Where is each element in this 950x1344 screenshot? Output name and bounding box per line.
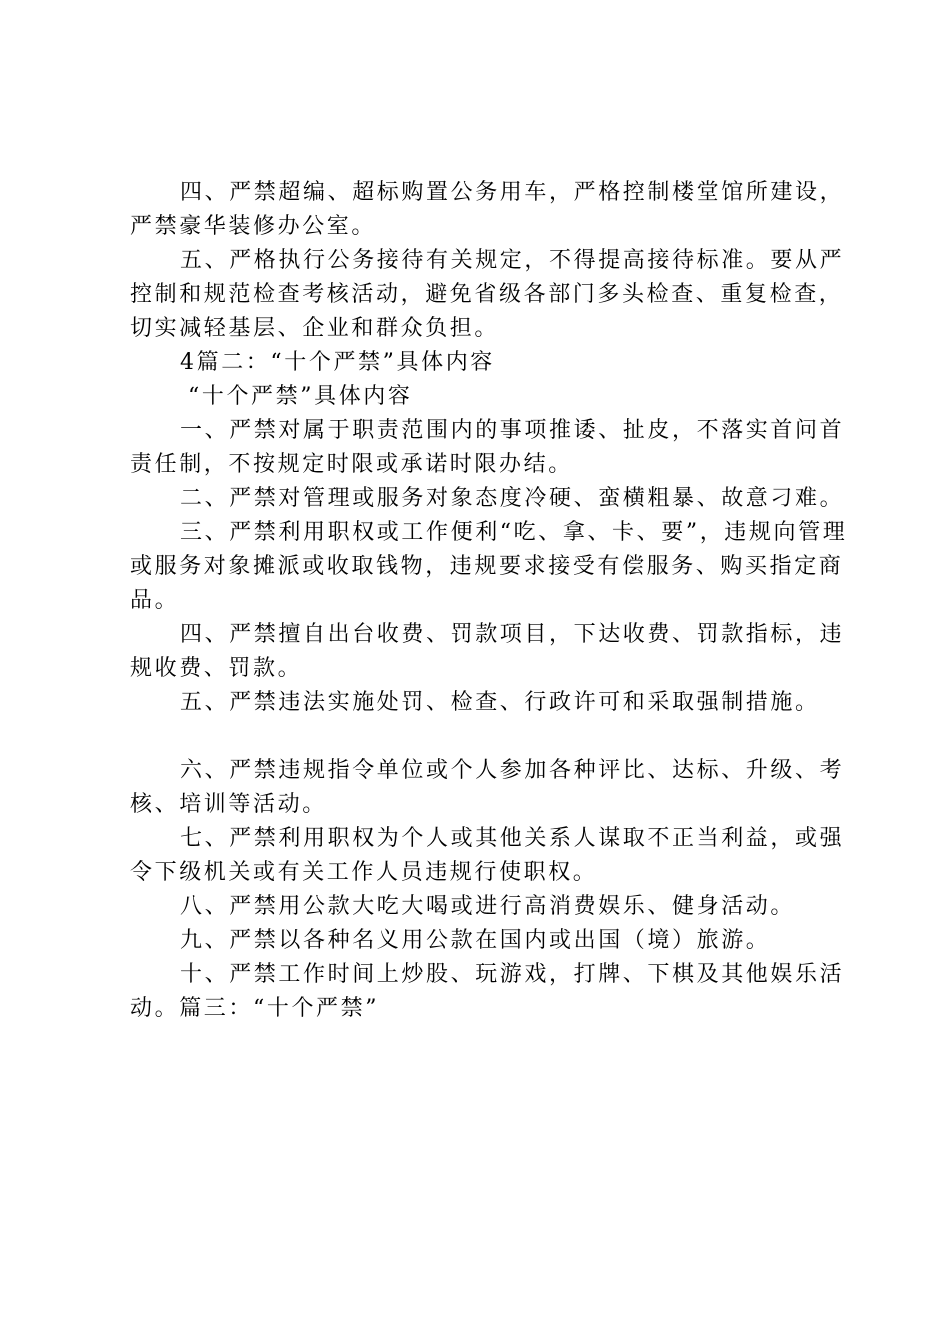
paragraph-1: 四、严禁超编、超标购置公务用车，严格控制楼堂馆所建设，严禁豪华装修办公室。 — [130, 180, 845, 239]
paragraph-4: 二、严禁对管理或服务对象态度冷硬、蛮横粗暴、故意刁难。 — [180, 486, 845, 511]
paragraph-5: 三、严禁利用职权或工作便利“吃、拿、卡、要”，违规向管理或服务对象摊派或收取钱物，违规要求接受有偿服务、购买指定商品。 — [130, 520, 848, 613]
paragraph-3: 一、严禁对属于职责范围内的事项推诿、扯皮，不落实首问首责任制，不按规定时限或承诺时限办结。 — [130, 418, 845, 477]
paragraph-12: 十、严禁工作时间上炒股、玩游戏，打牌、下棋及其他娱乐活动。篇三：“十个严禁” — [130, 962, 845, 1021]
paragraph-10: 八、严禁用公款大吃大喝或进行高消费娱乐、健身活动。 — [180, 894, 796, 919]
section-heading: 4篇二：“十个严禁”具体内容 — [180, 350, 495, 375]
paragraph-6: 四、严禁擅自出台收费、罚款项目，下达收费、罚款指标，违规收费、罚款。 — [130, 622, 845, 681]
paragraph-7: 五、严禁违法实施处罚、检查、行政许可和采取强制措施。 — [180, 690, 820, 715]
paragraph-2: 五、严格执行公务接待有关规定，不得提高接待标准。要从严控制和规范检查考核活动，避免省级各部门多头检查、重复检查，切实减轻基层、企业和群众负担。 — [130, 248, 845, 341]
blank-line — [130, 720, 850, 754]
section-subheading: “十个严禁”具体内容 — [188, 384, 413, 409]
paragraph-8: 六、严禁违规指令单位或个人参加各种评比、达标、升级、考核、培训等活动。 — [130, 758, 845, 817]
paragraph-11: 九、严禁以各种名义用公款在国内或出国（境）旅游。 — [180, 928, 771, 953]
document-body — [130, 176, 850, 1026]
paragraph-9: 七、严禁利用职权为个人或其他关系人谋取不正当利益，或强令下级机关或有关工作人员违规行使职权。 — [130, 826, 845, 885]
